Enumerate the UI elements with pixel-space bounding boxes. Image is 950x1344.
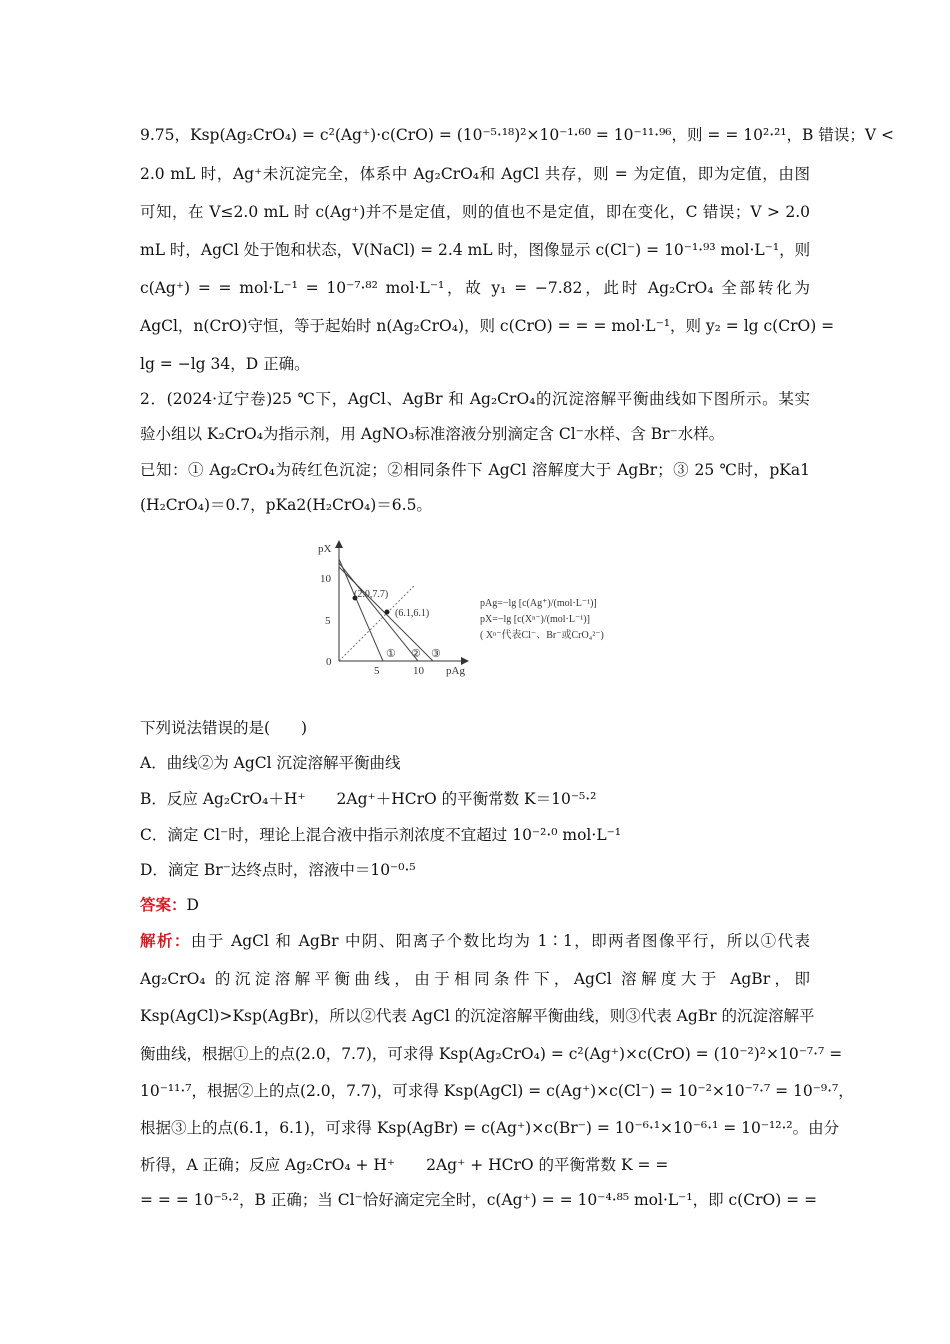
text-line: Ksp(AgCl)>Ksp(AgBr)，所以②代表 AgCl 的沉淀溶解平衡曲线，则③代表 AgBr 的沉淀溶解平 <box>140 1007 815 1025</box>
y-tick-label: 5 <box>325 615 331 627</box>
text-line: AgCl，n(CrO)守恒，等于起始时 n(Ag₂CrO₄)，则 c(CrO) = = = mol·L⁻¹，则 y₂ = lg c(CrO) = <box>140 317 835 335</box>
y-tick-label: 10 <box>320 573 331 585</box>
option-d: D．滴定 Br⁻达终点时，溶液中＝10⁻⁰·⁵ <box>140 861 416 879</box>
text-line: 根据③上的点(6.1，6.1)，可求得 Ksp(AgBr) = c(Ag⁺)×c(Br⁻) = 10⁻⁶·¹×10⁻⁶·¹ = 10⁻¹²·²。由分 <box>140 1119 840 1137</box>
analysis-label: 解析： <box>140 931 191 950</box>
question-prompt: 下列说法错误的是( ) <box>140 719 308 737</box>
option-c: C．滴定 Cl⁻时，理论上混合液中指示剂浓度不宜超过 10⁻²·⁰ mol·L⁻¹ <box>140 826 622 844</box>
given-info: (H₂CrO₄)＝0.7，pKa2(H₂CrO₄)＝6.5。 <box>140 496 432 514</box>
given-info: 已知：① Ag₂CrO₄为砖红色沉淀；②相同条件下 AgCl 溶解度大于 AgBr；③ 25 ℃时，pKa1 <box>140 461 810 479</box>
curve-label: ① <box>386 648 396 660</box>
curve-label: ③ <box>431 648 441 660</box>
x-axis-label: pAg <box>446 665 465 677</box>
answer-label: 答案： <box>140 895 187 914</box>
text-line: 9.75，Ksp(Ag₂CrO₄) = c²(Ag⁺)·c(CrO) = (10⁻⁵·¹⁸)²×10⁻¹·⁶⁰ = 10⁻¹¹·⁹⁶，则 = = 10²·²¹，B 错误；V < <box>140 126 894 144</box>
text-line: 10⁻¹¹·⁷，根据②上的点(2.0，7.7)，可求得 Ksp(AgCl) = c(Ag⁺)×c(Cl⁻) = 10⁻²×10⁻⁷·⁷ = 10⁻⁹·⁷， <box>140 1082 854 1100</box>
legend-line: ( Xⁿ⁻代表Cl⁻、Br⁻或CrO₄²⁻) <box>480 630 604 641</box>
text-line: mL 时，AgCl 处于饱和状态，V(NaCl) = 2.4 mL 时，图像显示 c(Cl⁻) = 10⁻¹·⁹³ mol·L⁻¹，则 <box>140 241 811 259</box>
point-label: (2.0,7.7) <box>354 589 389 600</box>
option-a: A．曲线②为 AgCl 沉淀溶解平衡曲线 <box>140 754 401 772</box>
analysis-line <box>140 930 810 952</box>
text-line: 衡曲线，根据①上的点(2.0，7.7)，可求得 Ksp(Ag₂CrO₄) = c²(Ag⁺)×c(CrO) = (10⁻²)²×10⁻⁷·⁷ = <box>140 1045 843 1063</box>
x-tick-label: 10 <box>413 665 424 677</box>
point-marker <box>385 610 390 615</box>
curve-label: ② <box>411 648 421 660</box>
answer-line <box>140 894 810 916</box>
text-line: 可知，在 V≤2.0 mL 时 c(Ag⁺)并不是定值，则的值也不是定值，即在变化，C 错误；V > 2.0 <box>140 203 810 221</box>
text-line: 2.0 mL 时，Ag⁺未沉淀完全，体系中 Ag₂CrO₄和 AgCl 共存，则 = 为定值，即为定值，由图 <box>140 165 810 183</box>
x-tick-label: 5 <box>374 665 380 677</box>
solubility-curve-figure <box>310 538 650 686</box>
answer-value: D <box>186 896 199 914</box>
text-line: lg = −lg 34，D 正确。 <box>140 355 310 373</box>
y-axis-label: pX <box>318 543 332 555</box>
text-line: c(Ag⁺) = = mol·L⁻¹ = 10⁻⁷·⁸² mol·L⁻¹，故 y₁ = −7.82，此时 Ag₂CrO₄ 全部转化为 <box>140 279 810 297</box>
text-line: Ag₂CrO₄ 的沉淀溶解平衡曲线，由于相同条件下，AgCl 溶解度大于 AgBr，即 <box>140 970 810 988</box>
text-line: 析得，A 正确；反应 Ag₂CrO₄ + H⁺ 2Ag⁺ + HCrO 的平衡常数 K = = <box>140 1156 669 1174</box>
y-tick-label: 0 <box>326 656 332 668</box>
option-b: B．反应 Ag₂CrO₄＋H⁺ 2Ag⁺＋HCrO 的平衡常数 K＝10⁻⁵·² <box>140 790 597 808</box>
legend-line: pAg=−lg [c(Ag⁺)/(mol·L⁻¹)] <box>480 598 597 609</box>
question-stem: 验小组以 K₂CrO₄为指示剂，用 AgNO₃标准溶液分别滴定含 Cl⁻水样、含 Br⁻水样。 <box>140 425 725 443</box>
text-line: = = = 10⁻⁵·²，B 正确；当 Cl⁻恰好滴定完全时，c(Ag⁺) = = 10⁻⁴·⁸⁵ mol·L⁻¹，即 c(CrO) = = <box>140 1191 818 1209</box>
question-stem: 2．(2024·辽宁卷)25 ℃下，AgCl、AgBr 和 Ag₂CrO₄的沉淀溶解平衡曲线如下图所示。某实 <box>140 390 810 408</box>
point-label: (6.1,6.1) <box>395 608 430 619</box>
analysis-text: 由于 AgCl 和 AgBr 中阴、阳离子个数比均为 1∶1，即两者图像平行，所以①代表 <box>190 932 810 950</box>
legend-line: pX=−lg [c(Xⁿ⁻)/(mol·L⁻¹)] <box>480 614 590 625</box>
